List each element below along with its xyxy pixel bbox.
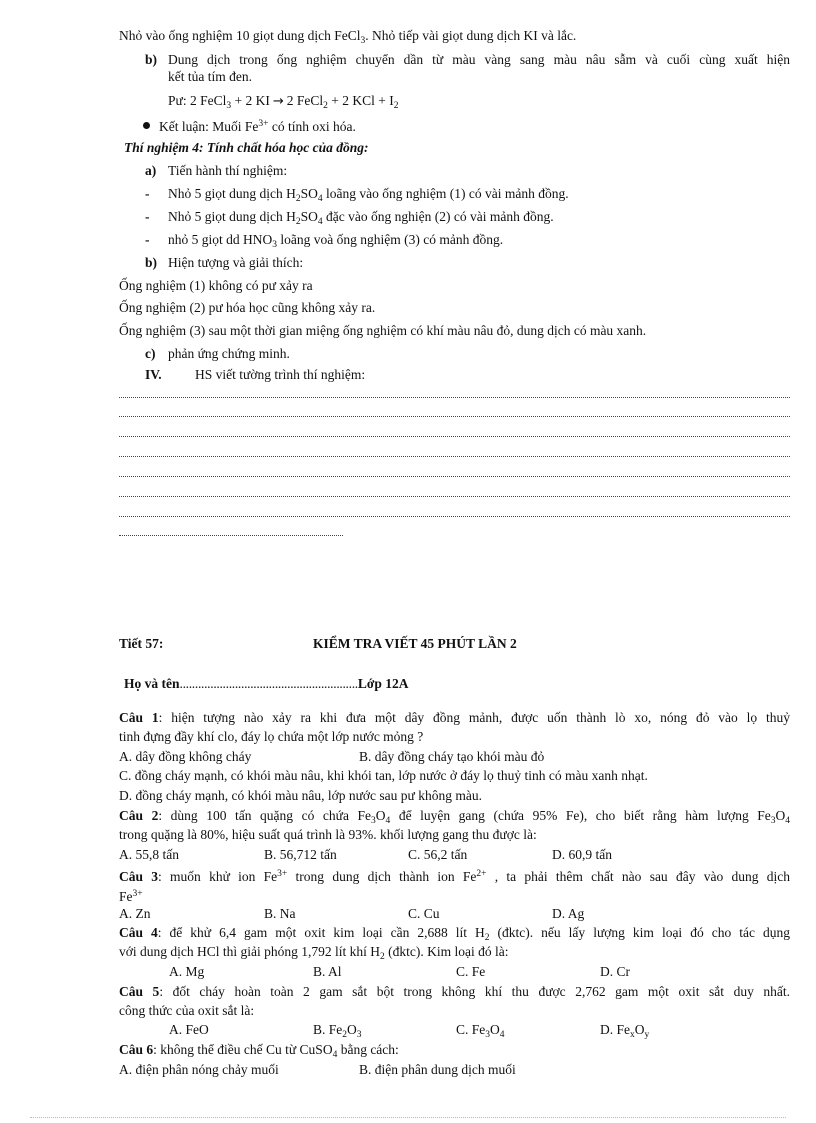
question-3-line2: $Fe^{3+}$ <box>119 889 143 904</box>
exp3-reaction: Pư: 2 FeCl$_3$ + 2 KI → 2 FeCl$_2$ + 2 KCl + $I_2$ <box>168 93 399 111</box>
answer-line <box>119 397 790 398</box>
question-1: Câu 1: hiện tượng nào xảy ra khi đưa một dây đồng mảnh, được uốn thành lò xo, nóng đỏ vào lọ thuỷ <box>119 710 790 725</box>
question-5-line2: công thức của oxit sắt là: <box>119 1003 255 1018</box>
exp4-step-2: Nhỏ 5 giọt dung dịch $H_2SO_4$ đặc vào ống nghiện (2) có vài mảnh đồng. <box>168 209 554 227</box>
q1-option-b: B. dây đồng cháy tạo khói màu đỏ <box>359 749 545 764</box>
question-2: Câu 2: dùng 100 tấn quặng có chứa $Fe_3O_4$ để luyện gang (chứa 95% Fe), cho biết rằng hàm lượng $Fe_3O_4$ <box>119 808 791 826</box>
exp4-step-3: nhỏ 5 giọt dd $HNO_3$ loãng voà ống nghiệm (3) có mảnh đồng. <box>168 232 504 250</box>
q6-option-b: B. điện phân dung dịch muối <box>359 1062 516 1077</box>
q5-option-b: B. $Fe_2O_3$ <box>313 1022 362 1040</box>
question-4-line2: với dung dịch HCl thì giải phóng 1,792 lít khí $H_2$ (đktc). Kim loại đó là: <box>119 944 509 962</box>
q4-option-d: D. Cr <box>600 964 630 979</box>
answer-line <box>119 416 790 417</box>
exp4-title: Thí nghiệm 4: Tính chất hóa học của đồng: <box>124 140 369 155</box>
q4-option-a: A. Mg <box>169 964 205 979</box>
question-2-line2: trong quặng là 80%, hiệu suất quá trình là 93%. khối lượng gang thu được là: <box>119 827 537 842</box>
exp4-obs-3: Ống nghiệm (3) sau một thời gian miệng ống nghiệm có khí màu nâu đỏ, dung dịch có màu xanh. <box>119 323 647 338</box>
q3-option-d: D. Ag <box>552 906 585 921</box>
question-1-line2: tinh đựng đầy khí clo, đáy lọ chứa một lớp nước mỏng ? <box>119 729 424 744</box>
answer-line <box>119 476 790 477</box>
q2-option-b: B. 56,712 tấn <box>264 847 337 862</box>
q4-option-c: C. Fe <box>456 964 486 979</box>
step-dash: - <box>145 232 150 247</box>
exp4-step-1: Nhỏ 5 giọt dung dịch $H_2SO_4$ loãng vào ống nghiệm (1) có vài mảnh đồng. <box>168 186 569 204</box>
answer-line <box>119 436 790 437</box>
answer-line <box>119 535 343 536</box>
q5-option-a: A. FeO <box>169 1022 209 1037</box>
q6-option-a: A. điện phân nóng chảy muối <box>119 1062 279 1077</box>
exp4-obs-1: Ống nghiệm (1) không có pư xảy ra <box>119 278 313 293</box>
q2-option-c: C. 56,2 tấn <box>408 847 468 862</box>
q1-option-a: A. dây đồng không cháy <box>119 749 252 764</box>
bullet-icon <box>143 122 150 129</box>
exp4-a-text: Tiến hành thí nghiệm: <box>168 163 288 178</box>
test-title: KIỂM TRA VIẾT 45 PHÚT LẦN 2 <box>313 636 517 651</box>
answer-line <box>119 456 790 457</box>
period-label: Tiết 57: <box>119 636 164 651</box>
exp3-line1: Nhỏ vào ống nghiệm 10 giọt dung dịch FeCl$_3$. Nhỏ tiếp vài giọt dung dịch KI và lắc. <box>119 28 577 46</box>
q2-option-a: A. 55,8 tấn <box>119 847 179 862</box>
q5-option-c: C. $Fe_3O_4$ <box>456 1022 505 1040</box>
question-6: Câu 6: không thể điều chế Cu từ CuSO$_4$ bằng cách: <box>119 1042 399 1060</box>
exp4-a-label: a) <box>145 163 157 178</box>
q5-option-d: D. $Fe_xO_y$ <box>600 1022 650 1040</box>
page-footer-divider <box>30 1117 786 1118</box>
exp4-c-text: phản ứng chứng minh. <box>168 346 290 361</box>
question-5: Câu 5: đốt cháy hoàn toàn 2 gam sắt bột trong không khí thu được 2,762 gam một oxit sắt duy nhất. <box>119 984 790 999</box>
answer-line <box>119 516 790 517</box>
q3-option-c: C. Cu <box>408 906 440 921</box>
q3-option-b: B. Na <box>264 906 296 921</box>
exp3-b-label: b) <box>145 52 158 67</box>
exp4-obs-2: Ống nghiệm (2) pư hóa học cũng không xảy ra. <box>119 300 376 315</box>
reaction-arrow-icon: → <box>272 94 284 109</box>
step-dash: - <box>145 209 150 224</box>
exp4-b-label: b) <box>145 255 158 270</box>
exp4-b-text: Hiện tượng và giải thích: <box>168 255 304 270</box>
question-4: Câu 4: để khử 6,4 gam một oxit kim loại cần 2,688 lít $H_2$ (đktc). nếu lấy lượng kim loại đó cho tác dụng <box>119 925 790 943</box>
question-3: Câu 3: muốn khử ion $Fe^{3+}$ trong dung dịch thành ion $Fe^{2+}$ , ta phải thêm chất nào sau đây vào dung dịch <box>119 869 790 884</box>
section-iv-label: IV. <box>145 367 162 382</box>
section-iv-text: HS viết tường trình thí nghiệm: <box>195 367 366 382</box>
exp3-b-text2: kết tủa tím đen. <box>168 69 252 84</box>
step-dash: - <box>145 186 150 201</box>
q4-option-b: B. Al <box>313 964 342 979</box>
q1-option-d: D. đồng cháy mạnh, có khói màu nâu, lớp nước sau pư không màu. <box>119 788 482 803</box>
exp4-c-label: c) <box>145 346 156 361</box>
answer-line <box>119 496 790 497</box>
student-name-field[interactable]: Họ và tên..........................................................Lớp 12A <box>124 676 409 691</box>
exp3-conclusion: Kết luận: Muối $Fe^{3+}$ có tính oxi hóa. <box>143 116 356 135</box>
q1-option-c: C. đồng cháy mạnh, có khói màu nâu, khi khói tan, lớp nước ở đáy lọ thuỷ tinh có màu xanh nhạt. <box>119 768 648 783</box>
q3-option-a: A. Zn <box>119 906 151 921</box>
exp3-b-text1: Dung dịch trong ống nghiệm chuyển dần từ màu vàng sang màu nâu sẫm và cuối cùng xuất hiện <box>168 52 790 67</box>
q2-option-d: D. 60,9 tấn <box>552 847 612 862</box>
